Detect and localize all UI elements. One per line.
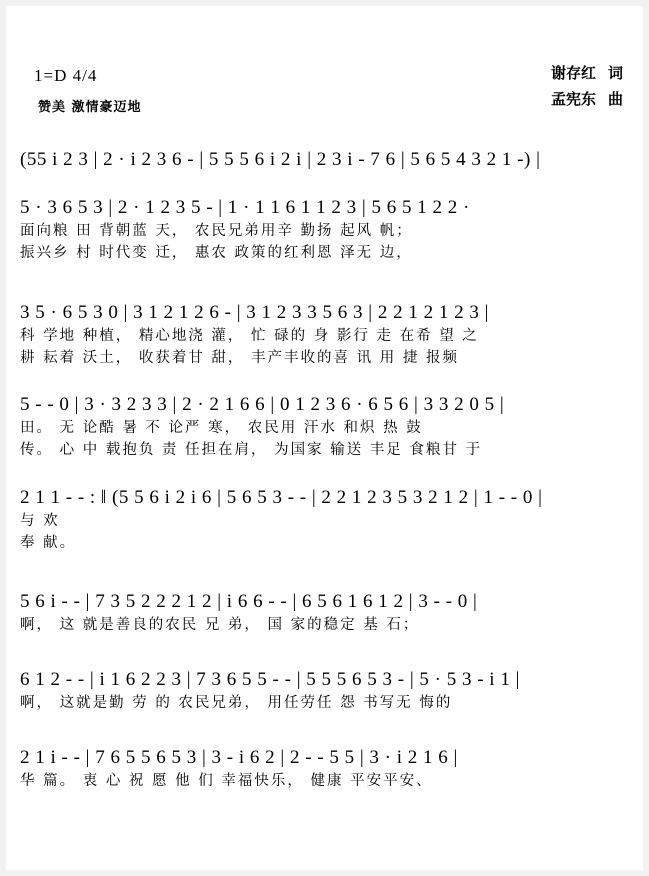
lyricist-role: 词 xyxy=(607,64,623,82)
music-system-verse-3 xyxy=(20,393,629,461)
notation-line: 5 6 i - - | 7 3 5 2 2 2 1 2 | i 6 6 - - | 6 5 6 1 6 1 2 | 3 - - 0 | xyxy=(20,591,478,612)
lyric-line-2: 振兴乡 村 时代变 迁， 惠农 政策的红利恩 泽无 边， xyxy=(20,245,413,261)
music-system-intro xyxy=(20,148,629,172)
notation-line: 5 · 3 6 5 3 | 2 · 1 2 3 5 - | 1 · 1 1 6 1 1 2 3 | 5 6 5 1 2 2 · xyxy=(20,197,470,218)
lyric-line-1: 啊， 这就是勤 劳 的 农民兄弟， 用任劳任 怨 书写无 悔的 xyxy=(20,695,453,711)
credits-block xyxy=(551,60,623,112)
music-system-chorus-2 xyxy=(20,668,629,714)
composer-role: 曲 xyxy=(607,90,623,108)
score-sheet xyxy=(20,18,629,858)
notation-line: (55 i 2 3 | 2 · i 2 3 6 - | 5 5 5 6 i 2 i | 2 3 i - 7 6 | 5 6 5 4 3 2 1 -) | xyxy=(20,149,541,170)
notation-line: 2 1 1 - - : ‖ (5 5 6 i 2 i 6 | 5 6 5 3 - - | 2 2 1 2 3 5 3 2 1 2 | 1 - - 0 | xyxy=(20,487,543,508)
lyricist-name: 谢存红 xyxy=(550,64,596,82)
composer-line xyxy=(551,86,623,112)
music-system-chorus-1 xyxy=(20,590,629,636)
tempo-mood-marking: 赞美 激情豪迈地 xyxy=(38,100,142,115)
key-signature: 1=D 4/4 xyxy=(34,66,98,85)
notation-line: 3 5 · 6 5 3 0 | 3 1 2 1 2 6 - | 3 1 2 3 3 5 6 3 | 2 2 1 2 1 2 3 | xyxy=(20,302,489,323)
lyric-line-1: 面向粮 田 背朝蓝 天， 农民兄弟用辛 勤扬 起风 帆； xyxy=(20,223,413,239)
notation-line: 6 1 2 - - | i 1 6 2 2 3 | 7 3 6 5 5 - - | 5 5 5 6 5 3 - | 5 · 5 3 - i 1 | xyxy=(20,669,520,690)
lyric-line-1: 华 篇。 衷 心 祝 愿 他 们 幸福快乐， 健康 平安平安、 xyxy=(20,773,433,789)
lyric-line-2: 奉 献。 xyxy=(20,535,77,551)
lyric-line-2: 传。 心 中 载抱负 责 任担在肩， 为国家 输送 丰足 食粮甘 于 xyxy=(20,442,483,458)
lyric-line-2: 耕 耘着 沃土， 收获着甘 甜， 丰产丰收的喜 讯 用 捷 报频 xyxy=(20,350,459,366)
notation-line: 2 1 i - - | 7 6 5 5 6 5 3 | 3 - i 6 2 | 2 - - 5 5 | 3 · i 2 1 6 | xyxy=(20,747,458,768)
music-system-verse-1 xyxy=(20,196,629,264)
lyricist-line xyxy=(551,60,623,86)
composer-name: 孟宪东 xyxy=(550,90,596,108)
music-system-verse-4 xyxy=(20,486,629,554)
lyric-line-1: 田。 无 论酷 暑 不 论严 寒， 农民用 汗水 和炽 热 鼓 xyxy=(20,420,423,436)
music-system-chorus-3 xyxy=(20,746,629,792)
notation-line: 5 - - 0 | 3 · 3 2 3 3 | 2 · 2 1 6 6 | 0 1 2 3 6 · 6 5 6 | 3 3 2 0 5 | xyxy=(20,394,505,415)
lyric-line-1: 与 欢 xyxy=(20,513,60,529)
score-header xyxy=(20,18,629,115)
lyric-line-1: 啊， 这 就是善良的农民 兄 弟， 国 家的稳定 基 石； xyxy=(20,617,420,633)
lyric-line-1: 科 学地 种植， 精心地浇 灌， 忙 碌的 身 影行 走 在希 望 之 xyxy=(20,328,479,344)
music-system-verse-2 xyxy=(20,301,629,369)
